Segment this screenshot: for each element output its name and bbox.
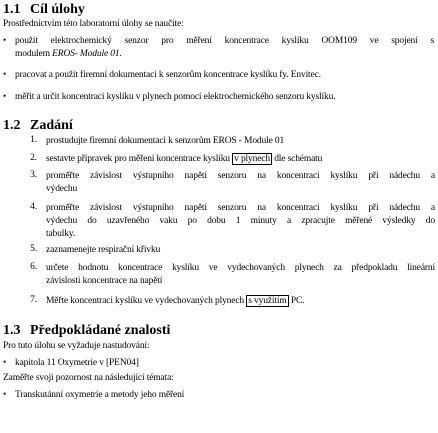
bullet-icon: • — [3, 35, 7, 45]
section-heading-prerequisites — [3, 323, 170, 339]
item-text: zaznamenejte respirační křivku — [46, 245, 161, 255]
section-number: 1.1 — [3, 2, 21, 17]
section-number: 1.2 — [3, 118, 21, 133]
bullet-icon: • — [3, 389, 7, 399]
item-text: proměřte závislost výstupního napětí senzoru na koncentraci kyslíku při nádechu a — [46, 171, 435, 181]
item-text: tabulky. — [46, 229, 76, 239]
item-text: výdechu — [46, 184, 78, 194]
item-text: výdechu do uzavřeného vaku po dobu 1 minuty a zpracujte měřené výsledky do — [46, 216, 435, 226]
section-heading-task — [3, 118, 73, 134]
focus-intro: Zaměřte svoji pozornost na následující témata: — [3, 373, 174, 383]
item-number: 6 . — [23, 262, 37, 272]
bullet-text: Transkutánní oxymetrie a metody jeho měření — [15, 390, 185, 400]
module-name: EROS- Module 01. — [52, 49, 122, 59]
item-text: určete hodnotu koncentrace kyslíku ve vydechovaných plynech za předpokladu lineární — [46, 263, 435, 273]
bullet-text: použít elektrochemický senzor pro měření koncentrace kyslíku OOM109 ve spojení s — [15, 36, 434, 46]
item-text: PC. — [288, 296, 305, 306]
item-text: dle schématu — [271, 154, 323, 164]
highlighted-text: s využitím — [248, 296, 287, 306]
bullet-text: měřit a určit koncentraci kyslíku v plynech pomocí elektrochemického senzoru kyslíku. — [15, 92, 336, 102]
item-number: 1 . — [23, 135, 37, 145]
bullet-text: pracovat a použít firemní dokumentaci k senzorům koncentrace kyslíku fy. Envitec. — [15, 70, 321, 80]
section-title: Předpokládané znalosti — [30, 323, 171, 338]
section-title: Cíl úlohy — [30, 2, 85, 17]
section-number: 1.3 — [3, 323, 21, 338]
bullet-text: modulem — [15, 49, 53, 59]
item-number: 4 . — [23, 202, 37, 212]
bullet-icon: • — [3, 357, 7, 367]
item-number: 2 . — [23, 153, 37, 163]
bullet-text: kapitola 11 Oxymetrie v [PEN04] — [15, 358, 139, 368]
item-text: závislosti koncentrace na napětí — [46, 276, 163, 286]
item-number: 5 . — [23, 244, 37, 254]
bullet-icon: • — [3, 91, 7, 101]
item-number: 7 . — [23, 295, 37, 305]
item-text: Měřte koncentraci kyslíku ve vydechovaných plynech — [46, 296, 247, 306]
bullet-icon: • — [3, 69, 7, 79]
item-number: 3 . — [23, 170, 37, 180]
highlighted-text: v plynech — [234, 154, 270, 164]
goals-intro: Prostřednictvím této laboratorní úlohy se naučíte: — [3, 19, 184, 29]
prerequisites-intro: Pro tuto úlohu se vyžaduje nastudování: — [3, 341, 150, 351]
section-title: Zadání — [30, 118, 73, 133]
item-text: sestavte přípravek pro měření koncentrace kyslíku — [46, 154, 233, 164]
section-heading-goals — [3, 2, 85, 18]
item-text: proměřte závislost výstupního napětí senzoru na koncentraci kyslíku při nádechu a — [46, 203, 435, 213]
item-text: prostudujte firemní dokumentaci k senzorům EROS - Module 01 — [46, 136, 285, 146]
